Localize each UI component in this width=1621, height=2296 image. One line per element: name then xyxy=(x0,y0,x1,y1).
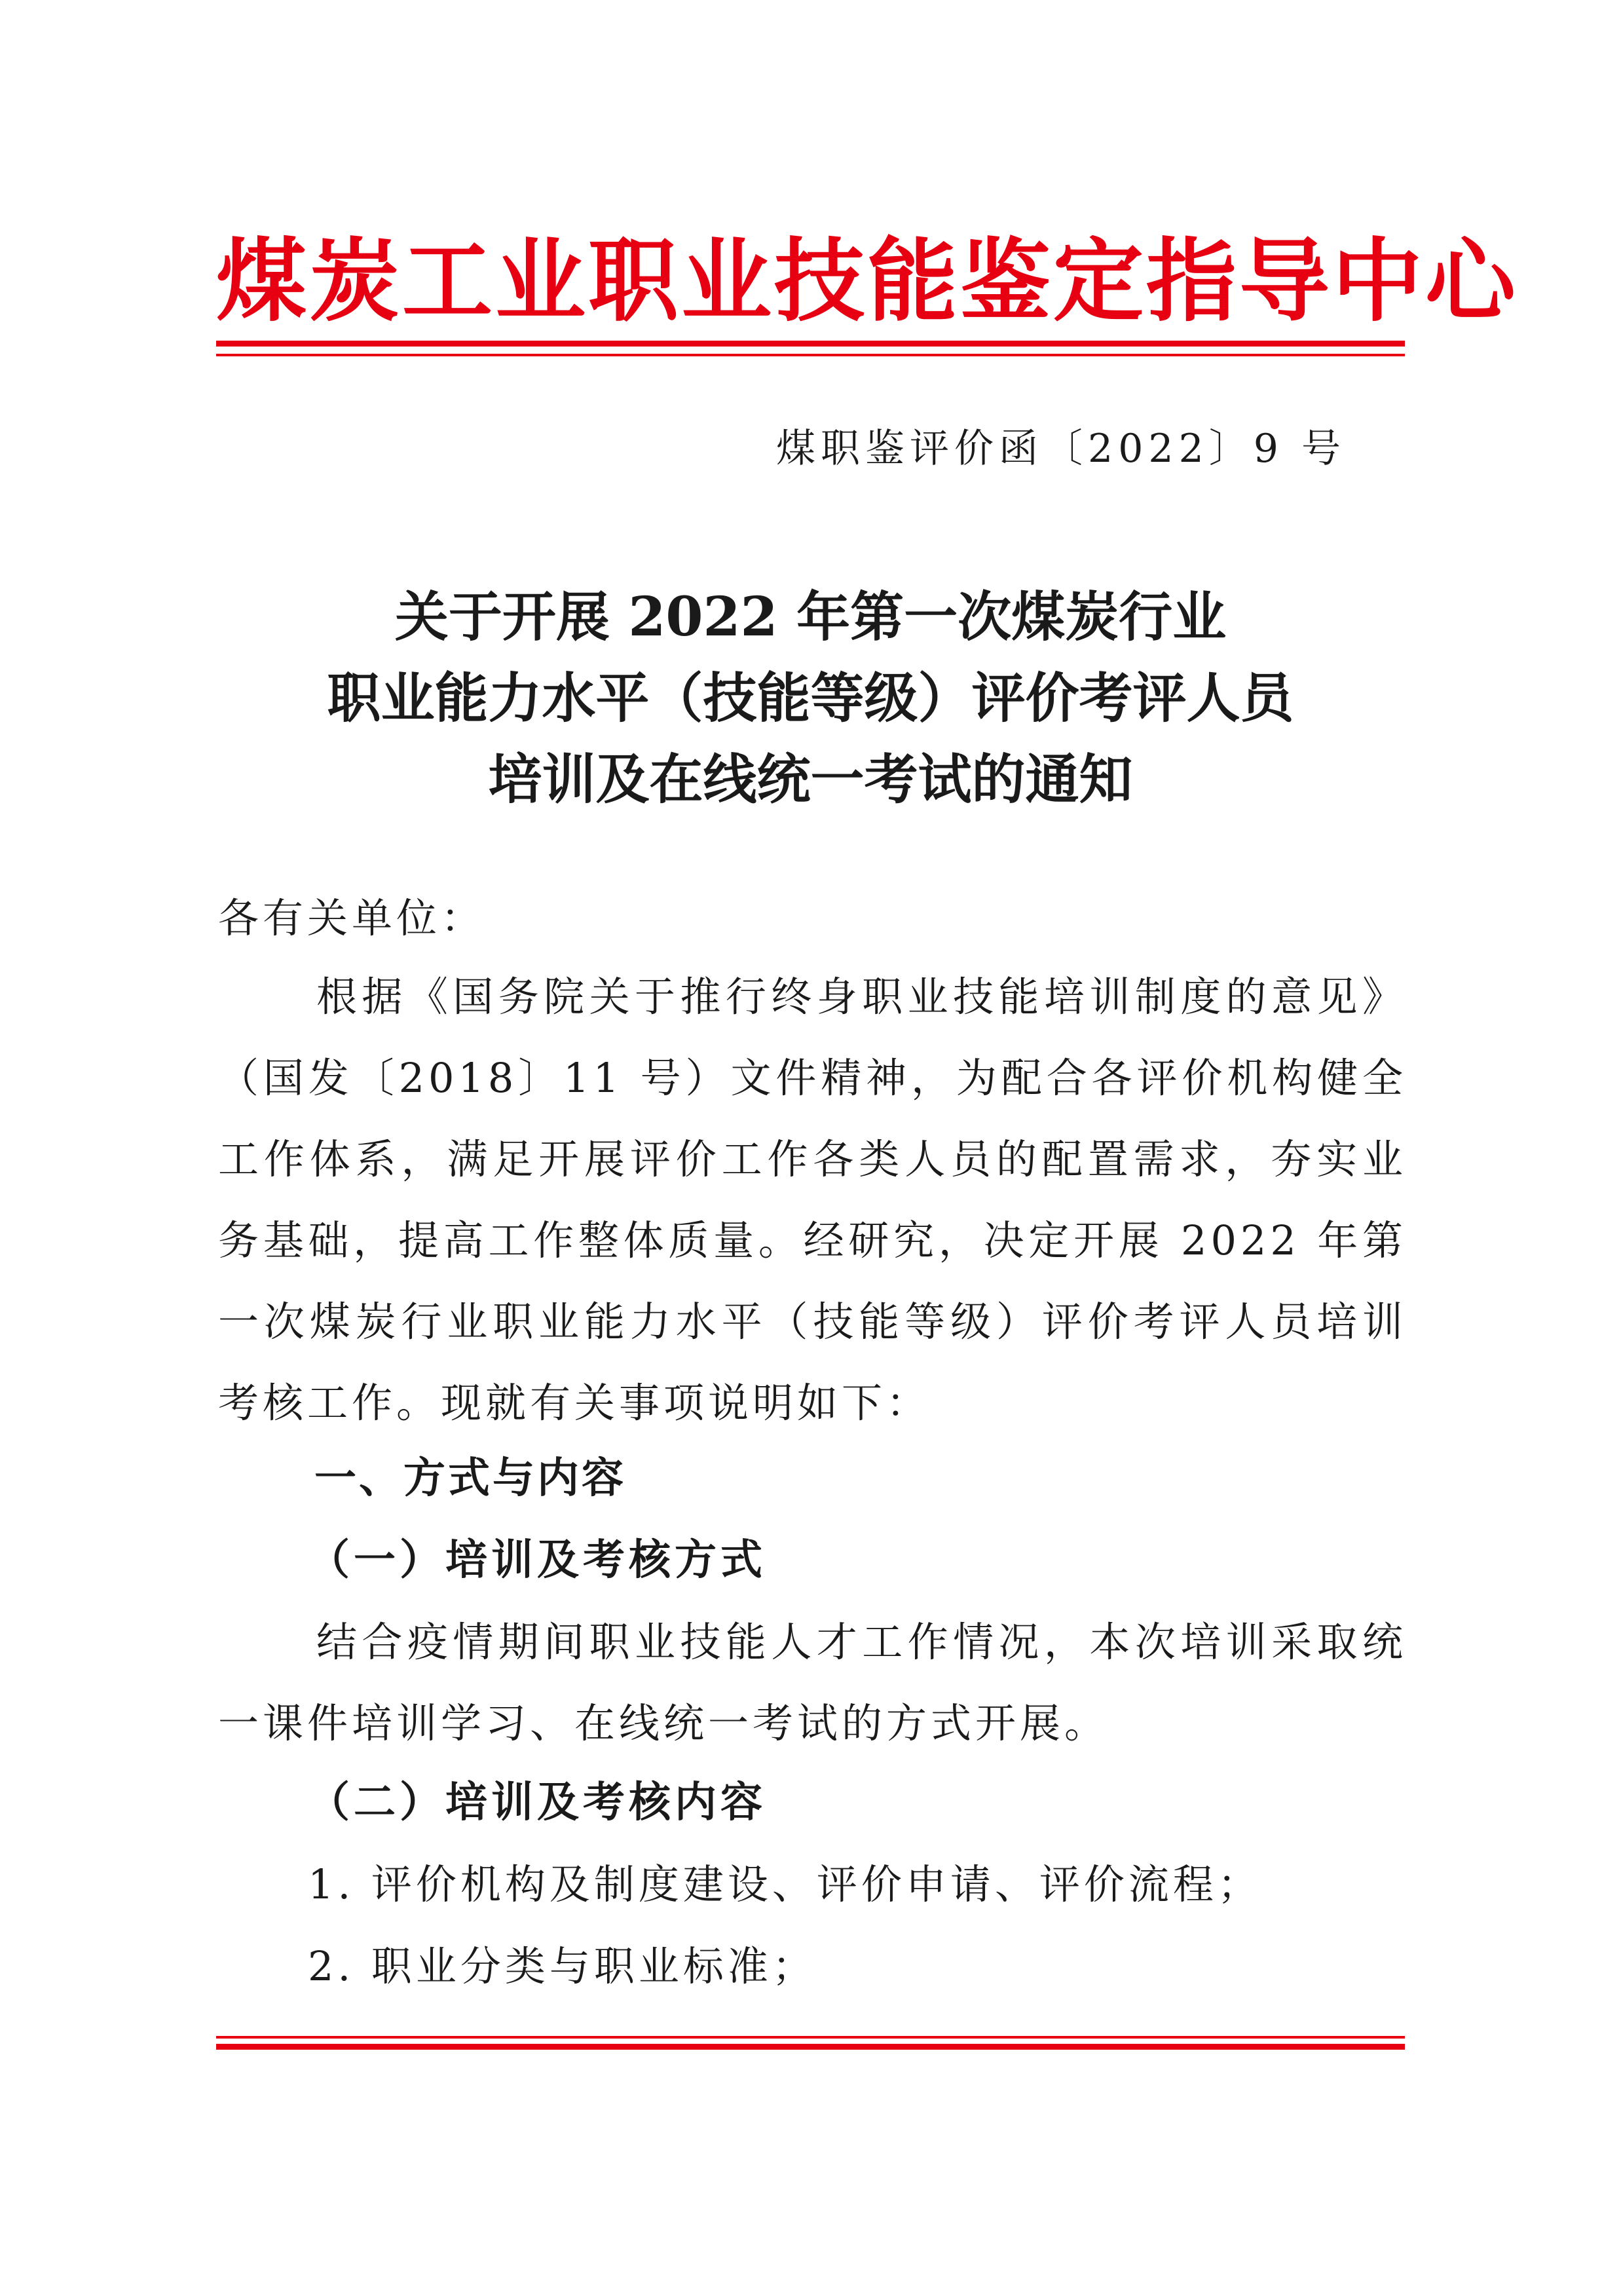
section-heading-1: 一、方式与内容 xyxy=(314,1454,626,1503)
intro-paragraph: 根据《国务院关于推行终身职业技能培训制度的意见》（国发〔2018〕11 号）文件精神，为配合各评价机构健全工作体系，满足开展评价工作各类人员的配置需求，夯实业务基础，提高工作整体质量。经研究，决定开展 2022 年第一次煤炭行业职业能力水平（技能等级）评价考评人员培训考核工作。现就有关事项说明如下： xyxy=(218,973,1407,1427)
title-line-1: 关于开展 2022 年第一次煤炭行业 xyxy=(394,586,1227,649)
title-line-3: 培训及在线统一考试的通知 xyxy=(488,748,1133,811)
document-number: 煤职鉴评价函〔2022〕9 号 xyxy=(776,426,1346,472)
subsection-1-paragraph: 结合疫情期间职业技能人才工作情况，本次培训采取统一课件培训学习、在线统一考试的方式开展。 xyxy=(218,1618,1407,1747)
org-header-title: 煤炭工业职业技能鉴定指导中心 xyxy=(216,229,1519,334)
salutation: 各有关单位： xyxy=(218,894,486,942)
document-title xyxy=(216,576,1405,820)
subsection-heading-1: （一）培训及考核方式 xyxy=(308,1535,766,1585)
list-item: 1. 评价机构及制度建设、评价申请、评价流程； xyxy=(308,1860,1262,1908)
footer-divider-thick xyxy=(216,2044,1405,2050)
header-divider-thin xyxy=(216,354,1405,356)
title-line-2: 职业能力水平（技能等级）评价考评人员 xyxy=(327,667,1294,730)
footer-divider-thin xyxy=(216,2036,1405,2039)
subsection-heading-2: （二）培训及考核内容 xyxy=(308,1778,766,1827)
list-item: 2. 职业分类与职业标准； xyxy=(308,1942,817,1990)
header-divider-thick xyxy=(216,341,1405,347)
